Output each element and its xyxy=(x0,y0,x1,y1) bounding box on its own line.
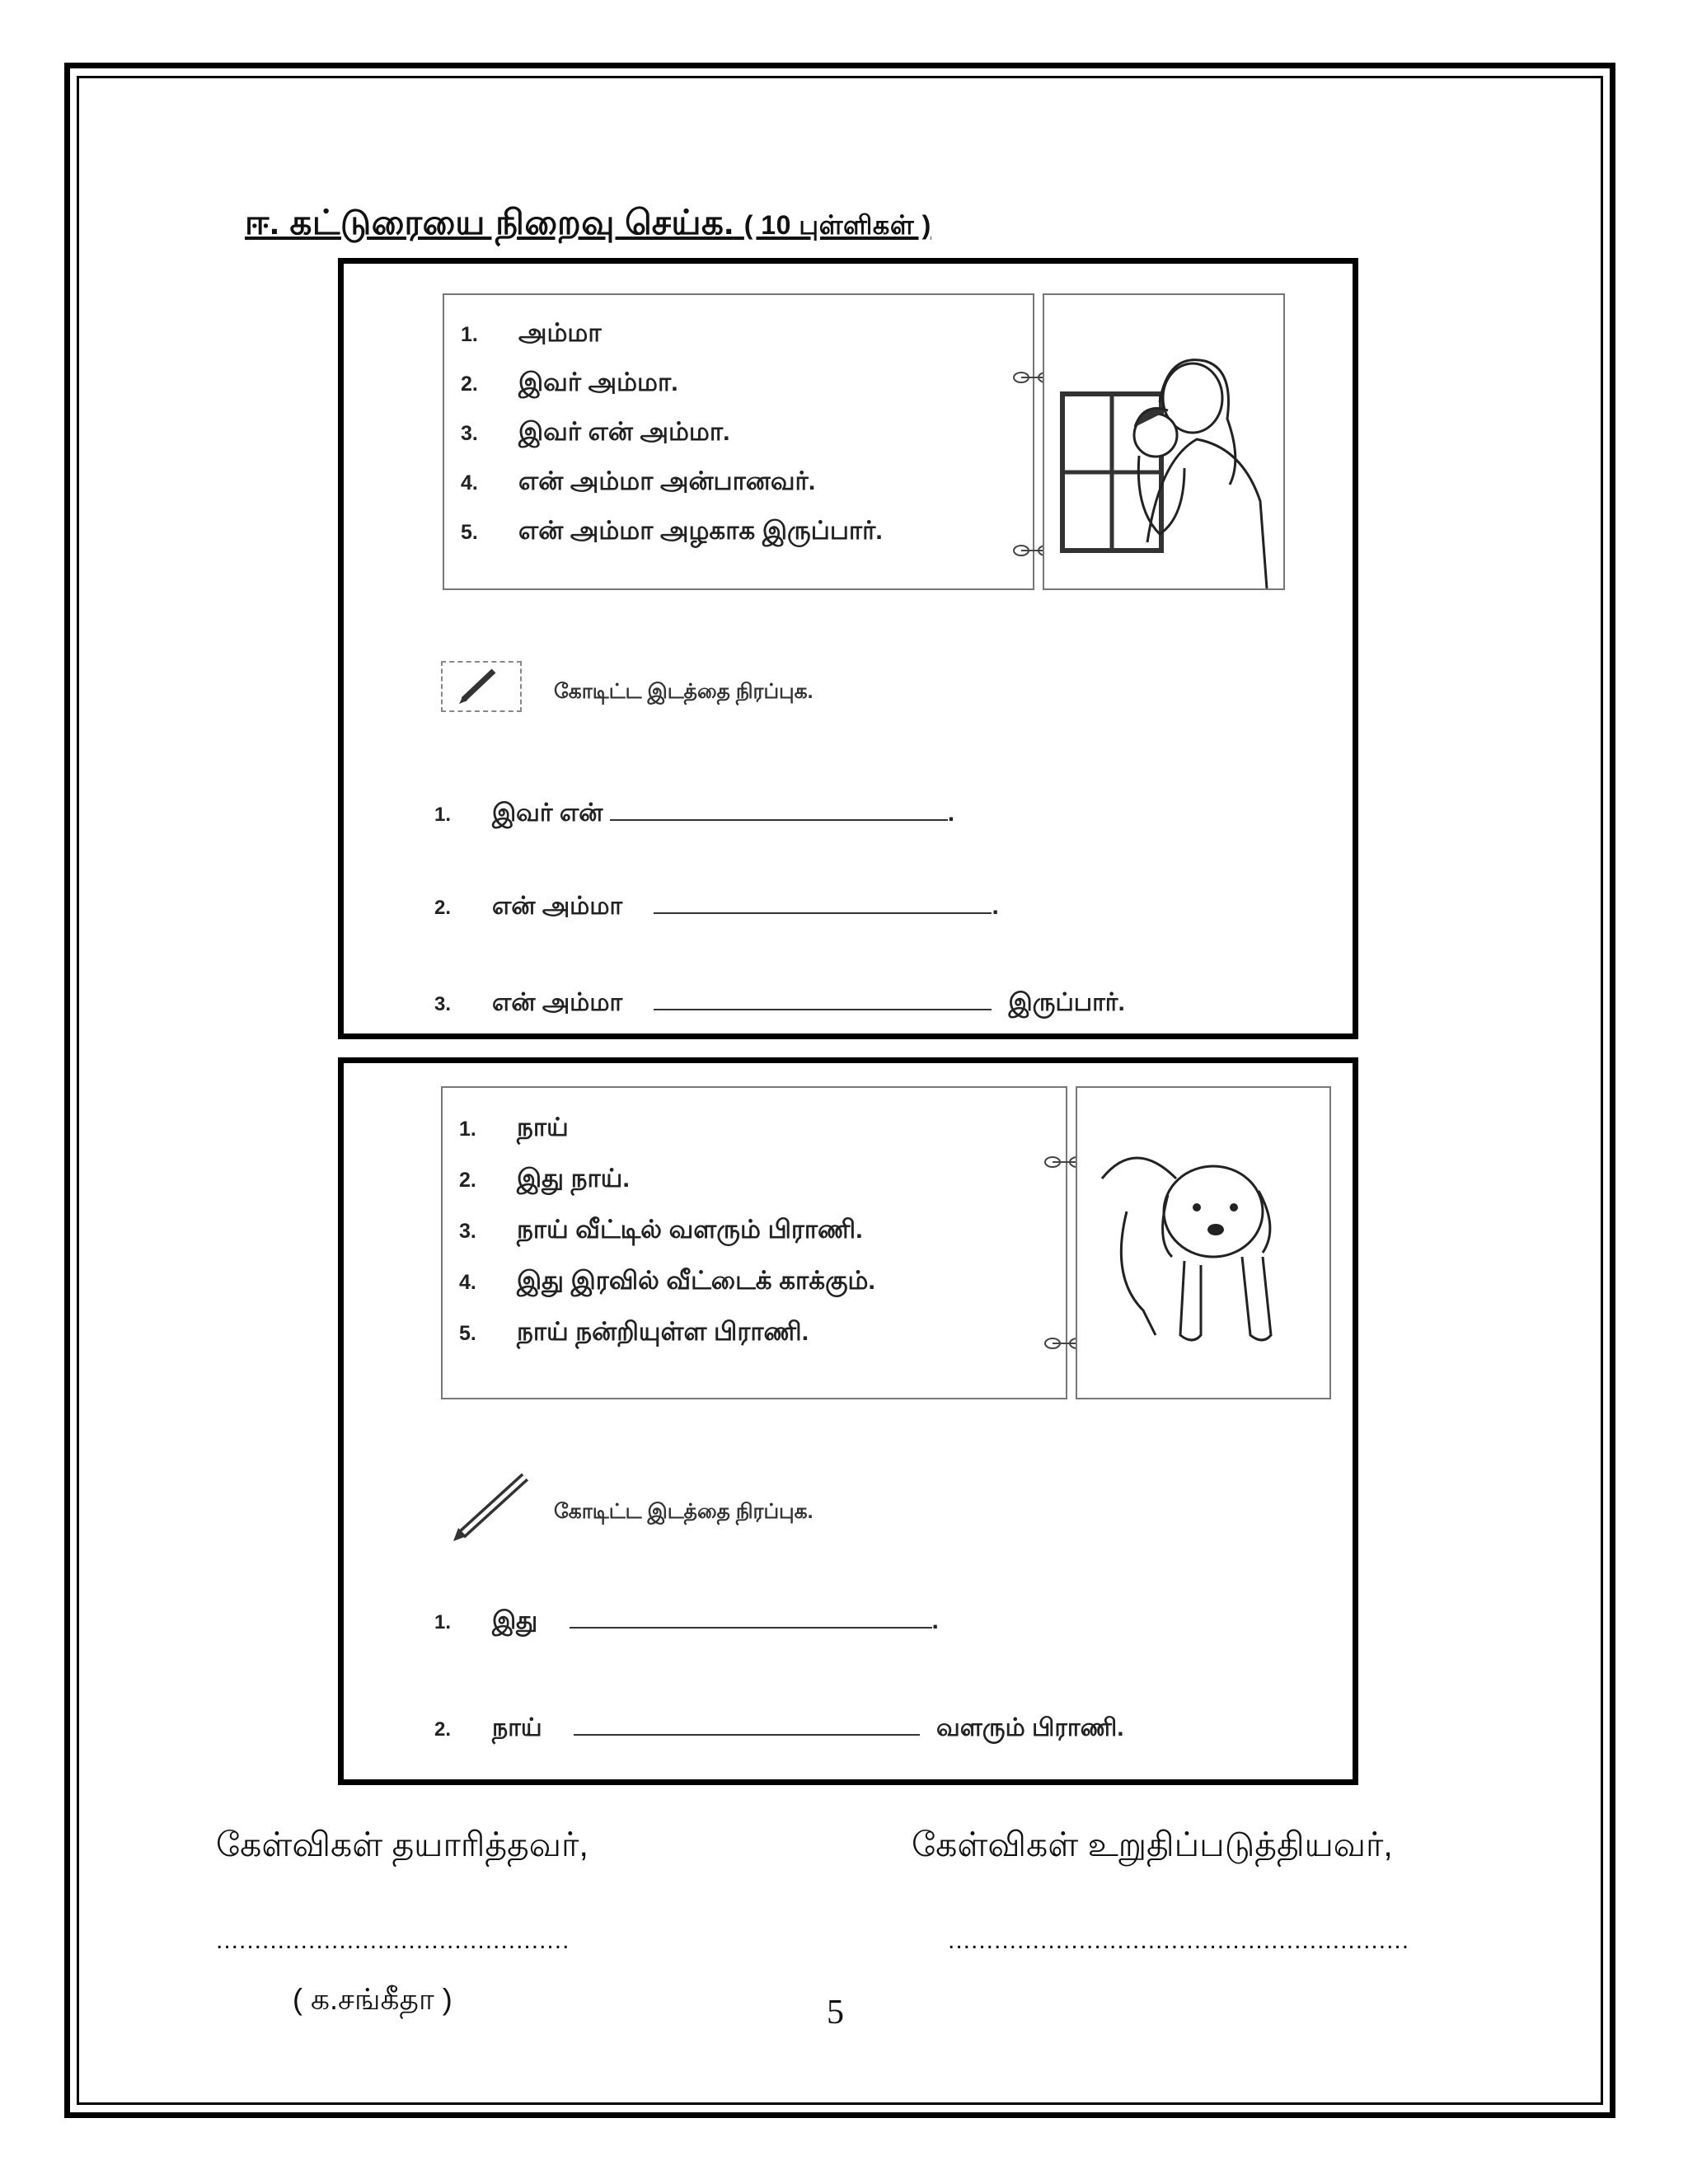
sentence-row: 2. இவர் அம்மா. xyxy=(461,368,678,396)
mother-and-child-icon xyxy=(1044,295,1283,588)
pencil-icon xyxy=(441,661,522,712)
sentence-row: 5. என் அம்மா அழகாக இருப்பார். xyxy=(461,516,883,545)
sentence-row: 3. இவர் என் அம்மா. xyxy=(461,417,730,446)
answer-blank[interactable] xyxy=(654,991,992,1010)
answer-blank[interactable] xyxy=(574,1716,920,1736)
heading-marks: ( 10 புள்ளிகள் ) xyxy=(743,210,931,240)
picture-card xyxy=(1076,1086,1331,1399)
fill-blank-row: 3. என் அம்மா இருப்பார். xyxy=(434,989,1125,1016)
sentence-row: 4. இது இரவில் வீட்டைக் காக்கும். xyxy=(459,1266,875,1295)
pencil-icon xyxy=(447,1469,537,1543)
sentence-card xyxy=(443,293,1034,590)
heading-title: ஈ. கட்டுரையை நிறைவு செய்க. xyxy=(245,203,734,241)
instruction-text: கோடிட்ட இடத்தை நிரப்புக. xyxy=(554,1500,814,1523)
sentence-row: 1. அம்மா xyxy=(461,318,602,347)
fill-blank-row: 2. நாய் வளரும் பிராணி. xyxy=(434,1714,1124,1741)
sentence-row: 1. நாய் xyxy=(459,1113,569,1141)
section-heading xyxy=(245,203,931,247)
fill-blank-row: 1. இது . xyxy=(434,1607,939,1634)
picture-card xyxy=(1043,293,1285,590)
fill-blank-row: 1. இவர் என் . xyxy=(434,799,955,827)
sentence-row: 2. இது நாய். xyxy=(459,1164,630,1193)
answer-blank[interactable] xyxy=(570,1609,932,1629)
sentence-row: 5. நாய் நன்றியுள்ள பிராணி. xyxy=(459,1317,809,1346)
exercise-panel-dog xyxy=(338,1057,1358,1785)
sentence-row: 3. நாய் வீட்டில் வளரும் பிராணி. xyxy=(459,1215,863,1244)
sentence-card xyxy=(441,1086,1067,1399)
fill-blank-row: 2. என் அம்மா . xyxy=(434,893,999,920)
prepared-by-label: கேள்விகள் தயாரித்தவர், xyxy=(216,1825,588,1863)
preparer-name: ( க.சங்கீதா ) xyxy=(293,1982,452,2016)
answer-blank[interactable] xyxy=(654,894,992,914)
signature-line-right: ............................................................ xyxy=(948,1927,1410,1954)
instruction-text: கோடிட்ட இடத்தை நிரப்புக. xyxy=(554,680,814,703)
sentence-row: 4. என் அம்மா அன்பானவர். xyxy=(461,466,816,495)
exercise-panel-mother xyxy=(338,258,1358,1039)
signature-line-left: .............................................. xyxy=(216,1927,570,1954)
verified-by-label: கேள்விகள் உறுதிப்படுத்தியவர், xyxy=(912,1825,1393,1863)
answer-blank[interactable] xyxy=(610,801,948,821)
puppy-icon xyxy=(1077,1088,1329,1398)
page-number: 5 xyxy=(827,1994,844,2032)
